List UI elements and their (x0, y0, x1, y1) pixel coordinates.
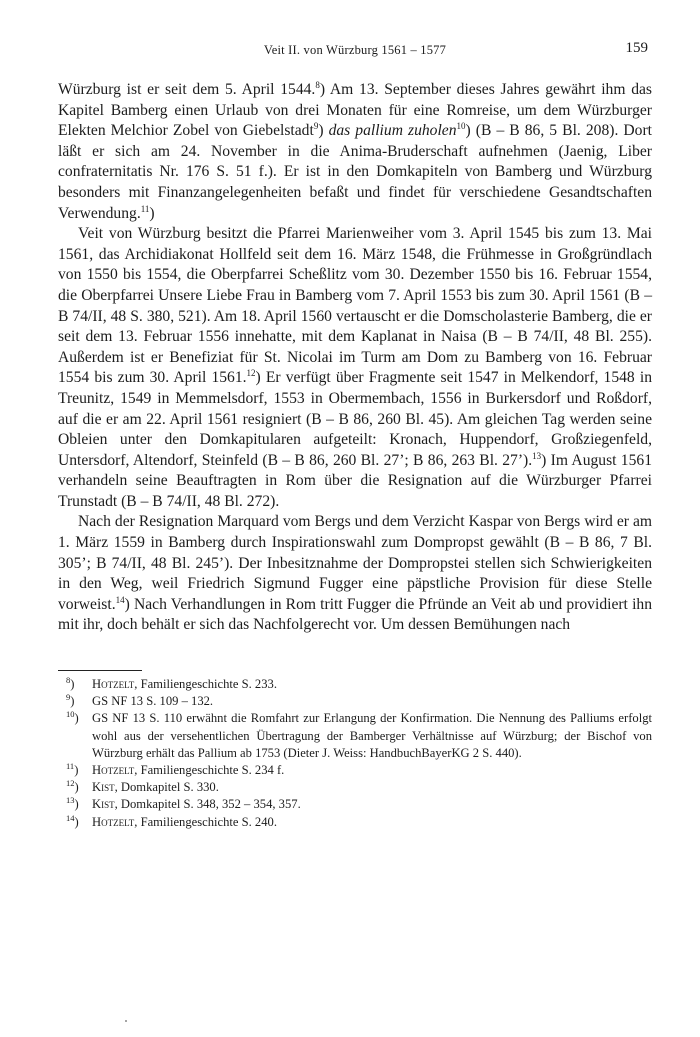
footnote-mark: $^{10}$) (66, 709, 79, 726)
p1-text-b: ) Am 13. September dieses Jahres gewährt ihm das Kapitel Bamberg einen Urlaub von drei Monaten für eine Romreise, um dem Würzburger Elekten Melchior Zobel von Giebelstadt (58, 81, 652, 140)
footnote-mark: $^9$) (66, 692, 75, 709)
footnote-9 (58, 693, 652, 710)
footnote-text: , Domkapitel S. 348, 352 – 354, 357. (114, 797, 301, 812)
footnote-divider (58, 670, 142, 671)
footnote-author: Kist (92, 797, 115, 812)
footnote-author: Kist (92, 780, 115, 795)
footnote-mark: $^{13}$) (66, 795, 79, 812)
footnote-mark: $^8$) (66, 675, 75, 692)
footnote-text: , Familiengeschichte S. 233. (134, 677, 277, 692)
p3-text-a: Nach der Resignation Marquard vom Bergs und dem Verzicht Kaspar von Bergs wird er am 1. März 1559 in Bamberg durch Inspirationswahl zum Dompropst gewählt (B – B 86, 7 Bl. 305’; B 74/II, 48 Bl. 245’). Der Inbesitznahme der Dompropstei stellen sich Schwierigkeiten in den Weg, weil Friedrich Sigmund Fugger eine päpstliche Provision für diese Stelle vorweist. (58, 513, 652, 613)
p2-text-a: Veit von Würzburg besitzt die Pfarrei Marienweiher vom 3. April 1545 bis zum 13. Mai 1561, das Archidiakonat Hollfeld seit dem 16. März 1548, die Frühmesse in Großgründlach von 1550 bis 1554, die Oberpfarrei Scheßlitz vom 30. Dezember 1550 bis 16. Februar 1554, die Oberpfarrei Unsere Liebe Frau in Bamberg vom 7. April 1553 bis zum 30. April 1561 (B – B 74/II, 48 S. 380, 521). Am 18. April 1560 vertauscht er die Domscholasterie Bamberg, die er seit dem 13. Februar 1556 innehatte, mit dem Kaplanat in Naisa (B – B 74/II, 48 Bl. 255). Außerdem ist er Benefiziat für St. Nicolai im Turm am Dom zu Bamberg von 16. Februar 1554 bis zum 30. April 1561. (58, 225, 652, 387)
p1-italic-quote: das pallium zuholen (328, 122, 457, 140)
book-page (58, 40, 652, 831)
footnote-14 (58, 814, 652, 831)
footnote-text: , Domkapitel S. 330. (114, 780, 219, 795)
footnote-text: , Familiengeschichte S. 240. (134, 814, 277, 829)
footnote-ref-8: 8 (315, 80, 320, 90)
main-text (58, 80, 652, 636)
footnote-mark: $^{14}$) (66, 812, 79, 829)
p3-text-b: ) Nach Verhandlungen in Rom tritt Fugger die Pfründe an Veit ab und providiert ihn mit ihr, doch behält er sich das Nachfolgerecht vor. Um dessen Bemühungen nach (58, 595, 652, 634)
paragraph-3 (58, 512, 652, 636)
footnote-8 (58, 676, 652, 693)
footnote-text: GS NF 13 S. 110 erwähnt die Romfahrt zur Erlangung der Konfirmation. Die Nennung des Palliums erfolgt wohl aus der versehentlichen Übertragung der Bamberger Verhältnisse auf Würzburg; der Bischof von Würzburg erhält das Pallium ab 1753 (Dieter J. Weiss: HandbuchBayerKG 2 S. 440). (92, 711, 652, 760)
page-number: 159 (625, 40, 648, 56)
footnote-ref-11: 11 (140, 203, 150, 214)
footnote-11 (58, 762, 652, 779)
footnote-ref-9: 9 (313, 121, 319, 132)
footnote-text: , Familiengeschichte S. 234 f. (134, 763, 285, 778)
paragraph-1 (58, 80, 652, 224)
p1-text-a: Würzburg ist er seit dem 5. April 1544. (58, 81, 316, 98)
paragraph-2 (58, 224, 652, 512)
footnote-author: Hotzelt (92, 677, 135, 692)
footnote-ref-12: 12 (246, 368, 256, 379)
p2-text-c: ) Im August 1561 verhandeln seine Beauftragten in Rom über die Resignation auf die Würzburger Pfarrei Trunstadt (B – B 74/II, 48 Bl. 272). (58, 451, 652, 510)
footnote-10 (58, 710, 652, 762)
footnote-ref-10: 10 (456, 121, 466, 132)
footnote-12 (58, 779, 652, 796)
footnote-text: GS NF 13 S. 109 – 132. (92, 694, 214, 709)
p1-text-d: ) (B – B 86, 5 Bl. 208). Dort läßt er sich am 24. November in die Anima-Bruderschaft aufnehmen (Jaenig, Liber confraternitatis Nr. 176 S. 51 f.). Er ist in den Domkapiteln von Bamberg und Würzburg besonders mit Finanzangelegenheiten befaßt und findet für verschiedene Gesandtschaften Verwendung. (58, 122, 652, 222)
footnote-mark: $^{12}$) (66, 778, 79, 795)
footnote-ref-14: 14 (115, 594, 125, 605)
p1-text-e: ) (149, 204, 155, 222)
footnote-author: Hotzelt (92, 763, 135, 778)
p2-text-b: ) Er verfügt über Fragmente seit 1547 in Melkendorf, 1548 in Treunitz, 1549 in Memmelsdorf, 1553 in Obermembach, 1556 in Burkersdorf und Roßdorf, auf die er am 22. April 1561 resigniert (B – B 86, 260 Bl. 45). Am gleichen Tag werden seine Obleien unter den Domkapitularen aufgeteilt: Kronach, Huppendorf, Großziegenfeld, Untersdorf, Altendorf, Steinfeld (B – B 86, 260 Bl. 27’; B 86, 263 Bl. 27’). (58, 369, 652, 469)
footnote-author: Hotzelt (92, 814, 135, 829)
footnote-13 (58, 796, 652, 813)
p1-text-c: ) (318, 122, 329, 140)
scan-speck (125, 1020, 127, 1022)
footnotes (58, 676, 652, 831)
footnote-mark: $^{11}$) (66, 761, 79, 778)
footnote-ref-13: 13 (532, 450, 542, 461)
running-header (58, 40, 652, 64)
running-title: Veit II. von Würzburg 1561 – 1577 (263, 43, 447, 57)
